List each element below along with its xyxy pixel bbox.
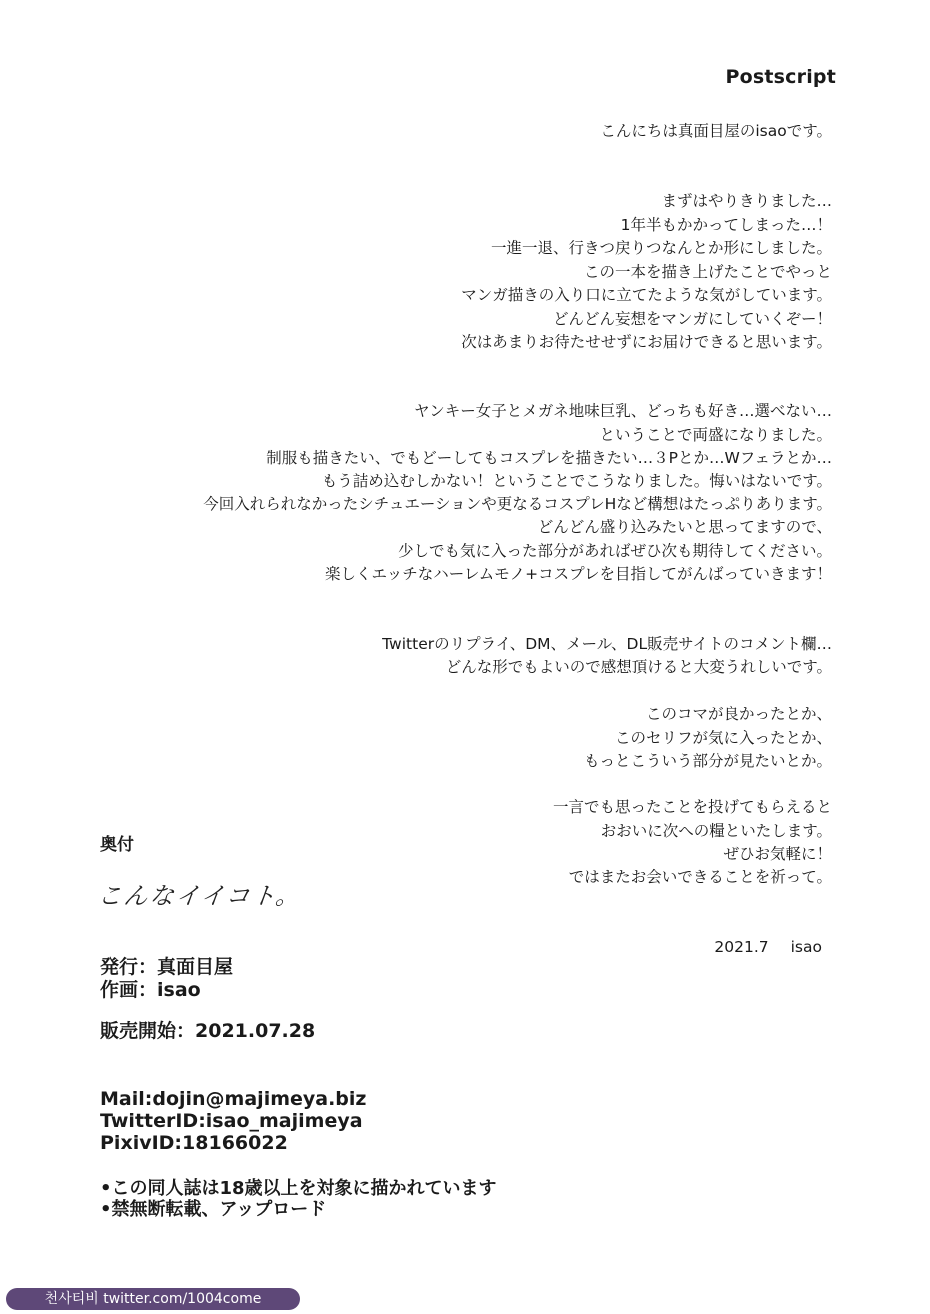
colophon-pixiv: PixivID:18166022: [100, 1132, 288, 1154]
postscript-line: どんな形でもよいので感想頂けると大変うれしいです。: [445, 658, 832, 676]
colophon-release-date: 販売開始：2021.07.28: [100, 1020, 316, 1042]
postscript-title: Postscript: [725, 66, 836, 88]
colophon-heading: 奥付: [100, 835, 134, 855]
postscript-author: isao: [790, 938, 822, 956]
postscript-line: ぜひお気軽に！: [723, 845, 832, 863]
postscript-line: おおいに次への糧といたします。: [600, 822, 832, 840]
postscript-line: このセリフが気に入ったとか、: [614, 729, 832, 747]
postscript-line: どんどん盛り込みたいと思ってますので、: [537, 518, 832, 536]
postscript-line: 一言でも思ったことを投げてもらえると: [552, 798, 832, 816]
title-logo: こんなイイコト。: [96, 882, 303, 910]
postscript-line: このコマが良かったとか、: [645, 705, 832, 723]
postscript-line: 今回入れられなかったシチュエーションや更なるコスプレHなど構想はたっぷりあります。: [203, 495, 832, 513]
postscript-line: ということで両盛になりました。: [599, 426, 832, 444]
postscript-line: ではまたお会いできることを祈って。: [568, 868, 832, 886]
postscript-line: マンガ描きの入り口に立てたような気がしています。: [461, 286, 832, 304]
colophon-mail: Mail:dojin@majimeya.biz: [100, 1088, 367, 1110]
colophon-publisher: 発行：真面目屋: [100, 956, 234, 978]
postscript-line: 楽しくエッチなハーレムモノ+コスプレを目指してがんばっていきます！: [325, 565, 832, 583]
colophon-twitter: TwitterID:isao_majimeya: [100, 1110, 363, 1132]
colophon-artist: 作画：isao: [100, 979, 201, 1001]
postscript-line: こんにちは真面目屋のisaoです。: [600, 122, 832, 140]
postscript-line: 制服も描きたい、でもどーしてもコスプレを描きたい…３Pとか…Wフェラとか…: [266, 449, 832, 467]
postscript-line: 一進一退、行きつ戻りつなんとか形にしました。: [490, 239, 832, 257]
postscript-line: 少しでも気に入った部分があればぜひ次も期待してください。: [397, 542, 832, 560]
colophon-note: •禁無断転載、アップロード: [100, 1199, 327, 1220]
postscript-line: もう詰め込むしかない！ということでこうなりました。悔いはないです。: [321, 472, 832, 490]
colophon-note: •この同人誌は18歳以上を対象に描かれています: [100, 1178, 497, 1199]
postscript-line: Twitterのリプライ、DM、メール、DL販売サイトのコメント欄…: [382, 635, 832, 653]
postscript-date: 2021.7: [714, 938, 769, 956]
postscript-line: どんどん妄想をマンガにしていくぞー！: [552, 310, 832, 328]
postscript-line: 次はあまりお待たせせずにお届けできると思います。: [461, 333, 832, 351]
postscript-line: この一本を描き上げたことでやっと: [583, 263, 832, 281]
postscript-line: もっとこういう部分が見たいとか。: [583, 752, 832, 770]
postscript-signature: [714, 938, 822, 956]
postscript-line: 1年半もかかってしまった…！: [620, 216, 832, 234]
watermark-badge: 천사티비 twitter.com/1004come: [6, 1288, 300, 1310]
postscript-line: まずはやりきりました…: [661, 192, 832, 210]
postscript-line: ヤンキー女子とメガネ地味巨乳、どっちも好き…選べない…: [413, 402, 832, 420]
